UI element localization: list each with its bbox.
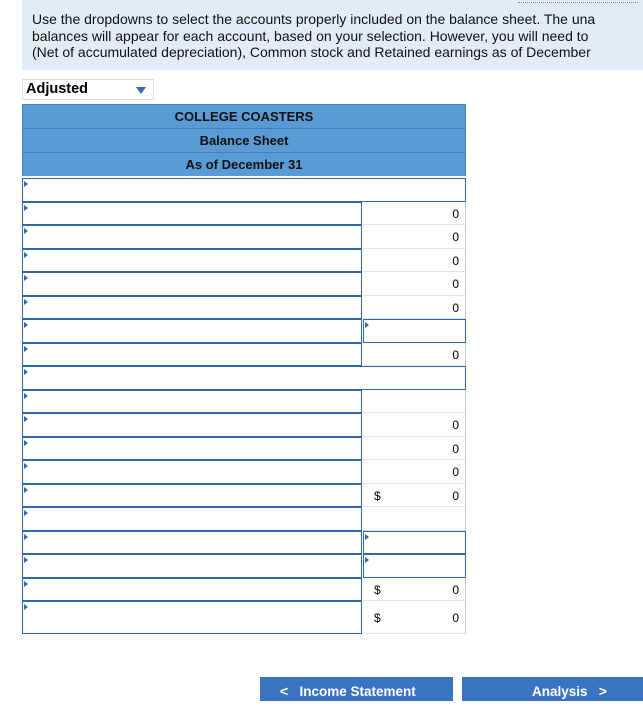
amount-cell <box>363 578 466 602</box>
instructions-line-3: (Net of accumulated depreciation), Common stock and Retained earnings as of December <box>32 44 591 60</box>
account-dropdown[interactable] <box>22 272 362 296</box>
dropdown-marker-icon <box>24 181 28 187</box>
amount-cell <box>363 460 466 484</box>
instructions-line-1: Use the dropdowns to select the accounts properly included on the balance sheet. The una <box>32 11 596 27</box>
dropdown-marker-icon <box>24 346 28 352</box>
total-label-dropdown[interactable] <box>22 601 362 634</box>
account-dropdown[interactable] <box>22 225 362 249</box>
table-row <box>22 296 466 320</box>
amount-cell <box>363 390 466 414</box>
statement-type-select[interactable] <box>22 79 154 100</box>
table-row <box>22 484 466 508</box>
account-dropdown[interactable] <box>22 390 362 414</box>
dropdown-marker-icon <box>24 534 28 540</box>
balance-sheet <box>22 104 466 625</box>
chevron-right-icon: > <box>598 683 607 699</box>
table-row <box>22 437 466 461</box>
amount-value: 0 <box>452 582 459 597</box>
amount-cell <box>363 272 466 296</box>
dropdown-marker-icon <box>24 275 28 281</box>
amount-input[interactable] <box>363 554 466 578</box>
amount-value: 0 <box>452 488 459 503</box>
dropdown-marker-icon <box>24 369 28 375</box>
instructions-line-2: balances will appear for each account, based on your selection. However, you will need to <box>32 27 589 44</box>
amount-cell <box>363 343 466 367</box>
account-dropdown[interactable] <box>22 460 362 484</box>
currency-symbol: $ <box>374 611 381 625</box>
account-dropdown[interactable] <box>22 554 362 578</box>
amount-cell <box>363 202 466 226</box>
account-dropdown[interactable] <box>22 437 362 461</box>
account-dropdown[interactable] <box>22 413 362 437</box>
prev-income-statement-button[interactable] <box>260 677 453 701</box>
chevron-left-icon: < <box>280 683 289 699</box>
table-row <box>22 413 466 437</box>
input-marker-icon <box>365 322 369 328</box>
dropdown-marker-icon <box>24 393 28 399</box>
account-dropdown[interactable] <box>22 531 362 555</box>
amount-cell <box>363 413 466 437</box>
dropdown-marker-icon <box>24 322 28 328</box>
amount-value: 0 <box>452 347 459 362</box>
table-row <box>22 460 466 484</box>
table-row <box>22 319 466 343</box>
table-row <box>22 343 466 367</box>
dotted-underline <box>518 2 638 3</box>
currency-symbol: $ <box>374 582 381 597</box>
instructions-panel <box>22 0 643 70</box>
amount-cell <box>363 296 466 320</box>
table-row <box>22 249 466 273</box>
dropdown-marker-icon <box>24 205 28 211</box>
next-button-label: Analysis <box>532 684 588 699</box>
table-row <box>22 554 466 578</box>
account-dropdown[interactable] <box>22 484 362 508</box>
amount-input[interactable] <box>363 531 466 555</box>
table-row <box>22 225 466 249</box>
amount-value: 0 <box>452 465 459 479</box>
amount-value: 0 <box>452 206 459 221</box>
dropdown-marker-icon <box>24 416 28 422</box>
input-marker-icon <box>365 534 369 540</box>
account-dropdown[interactable] <box>22 578 362 602</box>
account-dropdown[interactable] <box>22 202 362 226</box>
amount-cell <box>363 484 466 508</box>
dropdown-marker-icon <box>24 228 28 234</box>
dropdown-marker-icon <box>24 557 28 563</box>
table-row <box>22 178 466 202</box>
dropdown-marker-icon <box>24 581 28 587</box>
amount-value: 0 <box>452 300 459 315</box>
amount-value: 0 <box>452 611 459 625</box>
account-dropdown[interactable] <box>22 507 362 531</box>
amount-cell <box>363 225 466 249</box>
account-heading-dropdown[interactable] <box>22 366 466 390</box>
dropdown-marker-icon <box>24 463 28 469</box>
amount-input[interactable] <box>363 319 466 343</box>
table-row <box>22 202 466 226</box>
dropdown-marker-icon <box>24 440 28 446</box>
amount-value: 0 <box>452 418 459 432</box>
account-dropdown[interactable] <box>22 319 362 343</box>
amount-value: 0 <box>452 253 459 268</box>
table-row <box>22 272 466 296</box>
company-name: COLLEGE COASTERS <box>22 104 466 128</box>
amount-cell <box>363 437 466 461</box>
input-marker-icon <box>365 557 369 563</box>
table-row <box>22 531 466 555</box>
account-heading-dropdown[interactable] <box>22 178 466 202</box>
dropdown-marker-icon <box>24 604 28 610</box>
statement-type-value: Adjusted <box>26 81 89 97</box>
statement-title: Balance Sheet <box>22 128 466 152</box>
dropdown-marker-icon <box>24 252 28 258</box>
dropdown-marker-icon <box>24 299 28 305</box>
currency-symbol: $ <box>374 488 381 503</box>
caret-down-icon[interactable] <box>136 87 146 94</box>
table-row <box>22 366 466 390</box>
dropdown-marker-icon <box>24 510 28 516</box>
table-row <box>22 507 466 531</box>
next-analysis-button[interactable] <box>462 677 643 701</box>
amount-value: 0 <box>452 277 459 291</box>
amount-value: 0 <box>452 441 459 456</box>
table-row <box>22 390 466 414</box>
prev-button-label: Income Statement <box>299 684 416 699</box>
amount-cell <box>363 249 466 273</box>
statement-date: As of December 31 <box>22 152 466 176</box>
table-row <box>22 578 466 602</box>
account-dropdown[interactable] <box>22 296 362 320</box>
total-label-dropdown[interactable] <box>22 343 362 367</box>
amount-cell <box>363 507 466 531</box>
amount-value: 0 <box>452 230 459 244</box>
account-dropdown[interactable] <box>22 249 362 273</box>
amount-cell <box>363 601 466 634</box>
table-row <box>22 601 466 634</box>
dropdown-marker-icon <box>24 487 28 493</box>
